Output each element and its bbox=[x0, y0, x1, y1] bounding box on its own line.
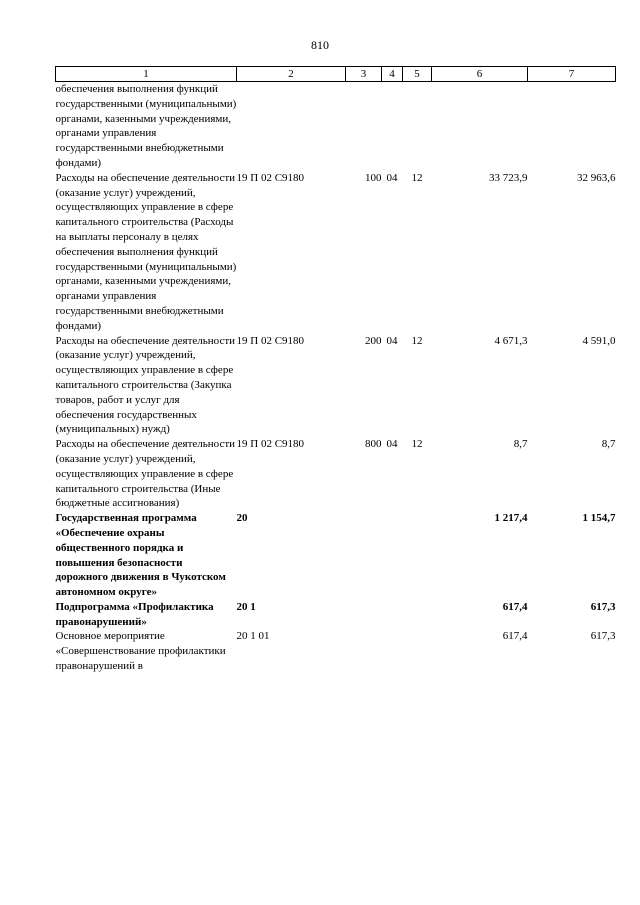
column-header: 1 bbox=[56, 67, 237, 82]
expense-type bbox=[346, 629, 382, 673]
section-code bbox=[382, 82, 403, 171]
table-row bbox=[56, 334, 616, 438]
column-header: 6 bbox=[432, 67, 528, 82]
amount-approved: 617,4 bbox=[502, 630, 528, 643]
amount-executed: 1 154,7 bbox=[582, 512, 616, 525]
target-code: 19 П 02 С9180 bbox=[236, 334, 305, 347]
target-code: 19 П 02 С9180 bbox=[236, 171, 305, 184]
section-code: 04 bbox=[386, 438, 398, 451]
table-row bbox=[56, 171, 616, 334]
amount-approved: 617,4 bbox=[502, 600, 528, 613]
amount-executed: 617,3 bbox=[590, 600, 616, 613]
row-name: Государственная программа «Обеспечение охраны общественного порядка и повышения безопасности дорожного движения в Чукотском автономном округе» bbox=[55, 512, 226, 599]
subsection-code bbox=[403, 629, 432, 673]
table-row bbox=[56, 629, 616, 673]
subsection-code: 12 bbox=[411, 171, 423, 184]
subsection-code: 12 bbox=[411, 438, 423, 451]
table-row bbox=[56, 437, 616, 511]
subsection-code bbox=[403, 600, 432, 630]
section-code: 04 bbox=[386, 171, 398, 184]
row-name: Основное мероприятие «Совершенствование профилактики правонарушений в bbox=[55, 630, 226, 673]
table-row bbox=[56, 600, 616, 630]
budget-table bbox=[55, 66, 616, 674]
row-name: Расходы на обеспечение деятельности (оказание услуг) учреждений, осуществляющих управление в сфере капитального строительства (Расходы на выплаты персоналу в целях обеспечения выполнения функций государственными (муниципальными) органами, казенными учреждениями, органами управления государственными внебюджетными фондами) bbox=[55, 171, 237, 332]
subsection-code bbox=[403, 82, 432, 171]
amount-approved: 4 671,3 bbox=[494, 334, 528, 347]
target-code: 19 П 02 С9180 bbox=[236, 438, 305, 451]
target-code: 20 1 01 bbox=[236, 630, 270, 643]
column-header: 4 bbox=[382, 67, 403, 82]
amount-approved: 8,7 bbox=[513, 438, 528, 451]
row-name: обеспечения выполнения функций государственными (муниципальными) органами, казенными учреждениями, органами управления государственными внебюджетными фондами) bbox=[55, 83, 237, 169]
row-name: Расходы на обеспечение деятельности (оказание услуг) учреждений, осуществляющих управление в сфере капитального строительства (Закупка товаров, работ и услуг для обеспечения государственных (муниципальных) нужд) bbox=[55, 334, 236, 436]
section-code bbox=[382, 511, 403, 600]
amount-executed: 4 591,0 bbox=[582, 334, 616, 347]
section-code: 04 bbox=[386, 334, 398, 347]
section-code bbox=[382, 600, 403, 630]
target-code: 20 1 bbox=[236, 600, 256, 613]
table-row bbox=[56, 82, 616, 171]
section-code bbox=[382, 629, 403, 673]
amount-executed bbox=[528, 82, 616, 171]
amount-approved: 33 723,9 bbox=[489, 171, 528, 184]
amount-executed: 32 963,6 bbox=[577, 171, 616, 184]
expense-type: 200 bbox=[365, 334, 382, 347]
expense-type bbox=[346, 82, 382, 171]
subsection-code bbox=[403, 511, 432, 600]
column-header: 7 bbox=[528, 67, 616, 82]
expense-type bbox=[346, 600, 382, 630]
subsection-code: 12 bbox=[411, 334, 423, 347]
target-code: 20 bbox=[236, 512, 248, 525]
target-code bbox=[237, 82, 346, 171]
column-header: 3 bbox=[346, 67, 382, 82]
page-number: 810 bbox=[311, 38, 329, 52]
expense-type: 800 bbox=[365, 438, 382, 451]
amount-approved: 1 217,4 bbox=[494, 512, 528, 525]
row-name: Подпрограмма «Профилактика правонарушений» bbox=[55, 600, 214, 628]
expense-type: 100 bbox=[365, 171, 382, 184]
column-header: 2 bbox=[237, 67, 346, 82]
amount-approved bbox=[432, 82, 528, 171]
table-row bbox=[56, 511, 616, 600]
amount-executed: 617,3 bbox=[590, 630, 616, 643]
row-name: Расходы на обеспечение деятельности (оказание услуг) учреждений, осуществляющих управление в сфере капитального строительства (Иные бюджетные ассигнования) bbox=[55, 438, 236, 510]
amount-executed: 8,7 bbox=[601, 438, 616, 451]
column-number-header bbox=[56, 67, 616, 82]
expense-type bbox=[346, 511, 382, 600]
column-header: 5 bbox=[403, 67, 432, 82]
